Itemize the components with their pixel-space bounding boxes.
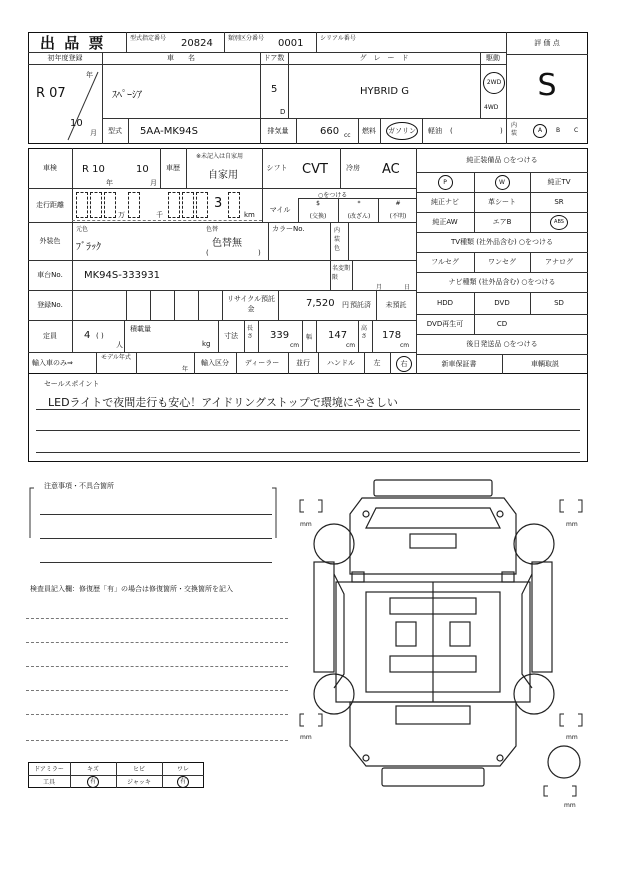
class-no-label: 類別区分番号 — [228, 35, 265, 42]
car-damage-diagram — [296, 474, 596, 804]
rating-score: S — [537, 67, 557, 103]
navi-sd: SD — [554, 299, 564, 307]
doors-value: 5 — [271, 84, 278, 95]
mileage-box-4 — [128, 192, 140, 218]
repaint-paren-open: ( — [206, 249, 209, 257]
class-no: 0001 — [278, 38, 304, 49]
equip-leather: 革シート — [488, 198, 516, 206]
model-value: 5AA-MK94S — [140, 125, 198, 137]
equip-ps-circled: P — [438, 175, 453, 190]
mileage-box-8 — [228, 192, 240, 218]
fuel-gasoline-circled: ガソリン — [386, 122, 418, 140]
navi-type-title: ナビ種類 (社外品含む) ○をつける — [448, 278, 556, 286]
history-note: ※未記入は自家用 — [196, 153, 244, 160]
interior-b: B — [556, 127, 561, 134]
name-change-label: 名変期限 — [332, 265, 351, 281]
handle-left: 左 — [373, 359, 381, 367]
equip-abs-circled: ABS — [550, 215, 568, 230]
fuel-diesel: 軽油 — [428, 127, 442, 135]
height-value: 178 — [382, 330, 402, 341]
import-label: 輸入車のみ⇒ — [32, 359, 73, 367]
exchange-label: (交換) — [309, 213, 327, 220]
mileage-box-3 — [104, 192, 116, 218]
color-label: 外装色 — [39, 237, 61, 245]
reg-no-label: 登録No. — [37, 301, 63, 309]
load-label: 積載量 — [130, 325, 151, 333]
displacement-value: 660 — [320, 126, 340, 137]
mileage-km: km — [244, 211, 255, 219]
height-label: 高さ — [361, 325, 368, 340]
model-year-label: モデル年式 — [101, 354, 131, 361]
color-no-label: カラーNo. — [272, 225, 305, 233]
equip-aw: 純正AW — [432, 218, 458, 226]
mileage-label: 走行距離 — [36, 201, 64, 209]
equip-pw-circled: W — [495, 175, 510, 190]
inspection-year-suffix: 年 — [106, 179, 113, 187]
width-value: 147 — [328, 330, 348, 341]
tools-have-circled: 有 — [87, 776, 99, 788]
handle-label: ハンドル — [327, 359, 355, 367]
sales-point-label: セールスポイント — [44, 380, 100, 388]
equip-navi: 純正ナビ — [431, 198, 459, 206]
chassis-label: 車台No. — [37, 271, 63, 279]
equip-title: 純正装備品 ○をつける — [466, 156, 538, 164]
import-class-label: 輸入区分 — [201, 359, 229, 367]
mileage-box-6 — [182, 192, 194, 218]
inspection-era: R 10 — [82, 164, 105, 175]
door-type: D — [280, 108, 286, 116]
car-name-label: 車 名 — [167, 54, 195, 62]
drive-2wd-circled: 2WD — [483, 72, 505, 94]
mileage-box-5 — [168, 192, 180, 218]
capacity-unit: 人 — [116, 341, 123, 349]
car-name: ｽﾍﾟｰｼｱ — [112, 90, 142, 101]
drive-4wd: 4WD — [484, 104, 499, 111]
mm-rear-left: mm — [300, 734, 312, 741]
interior-c: C — [574, 127, 579, 134]
inspection-month-suffix: 月 — [150, 179, 157, 187]
capacity-paren: ( ) — [96, 332, 104, 340]
name-change-day: 日 — [404, 284, 411, 291]
inspector-title: 検査員記入欄：修復歴「有」の場合は修復箇所・交換箇所を記入 — [30, 585, 233, 593]
later-warranty: 新車保証書 — [441, 360, 477, 368]
ac-value: AC — [382, 162, 400, 177]
tv-oneseg: ワンセグ — [488, 258, 516, 266]
first-reg-year-suffix: 年 — [86, 71, 93, 79]
displacement-unit: cc — [344, 132, 351, 139]
notes-bracket — [28, 486, 288, 556]
tools-label: 工具 — [42, 779, 55, 786]
meter-note: ○をつける — [318, 192, 348, 199]
later-manual: 車輌取説 — [531, 360, 559, 368]
mm-front-right: mm — [566, 521, 578, 528]
mirror-crack: ヒビ — [132, 766, 145, 773]
sales-point-box — [28, 374, 588, 462]
notes-title: 注意事項・不具合箇所 — [44, 482, 114, 490]
mm-front-left: mm — [300, 521, 312, 528]
dims-label: 寸法 — [224, 332, 238, 340]
first-reg-month-suffix: 月 — [90, 129, 97, 137]
page-title: 出 品 票 — [40, 34, 106, 52]
mileage-digit: 3 — [214, 196, 223, 211]
displacement-label: 排気量 — [267, 127, 289, 135]
mm-spare: mm — [564, 802, 576, 809]
serial-label: シリアル番号 — [320, 35, 356, 42]
tampered-label: (改ざん) — [347, 213, 371, 220]
first-reg-month: 10 — [70, 118, 83, 129]
recycle-label: リサイクル預託金 — [226, 295, 276, 313]
mirror-scratch: キズ — [87, 766, 99, 773]
inspection-month: 10 — [136, 164, 149, 175]
capacity-label: 定員 — [43, 332, 57, 340]
equip-airbag: エアB — [492, 218, 512, 226]
navi-dvd-play: DVD再生可 — [426, 320, 464, 328]
tv-type-title: TV種類 (社外品含む) ○をつける — [450, 238, 554, 246]
unknown-mark: # — [395, 200, 401, 207]
navi-hdd: HDD — [436, 299, 454, 307]
length-label: 長さ — [247, 325, 254, 340]
mileage-sen: 千 — [156, 211, 163, 219]
recycle-deposited: 預託済 — [350, 301, 371, 309]
model-label: 型式 — [108, 127, 122, 135]
model-year-suffix: 年 — [182, 366, 189, 373]
repaint-value: 色替無 — [212, 238, 242, 249]
jack-label: ジャッキ — [127, 779, 151, 786]
length-value: 339 — [270, 330, 290, 341]
repaint-label: 色替 — [206, 226, 219, 233]
navi-dvd: DVD — [494, 299, 510, 307]
orig-color-value: ﾌﾞﾗｯｸ — [76, 242, 101, 253]
history-label: 車歴 — [166, 164, 180, 172]
exchange-mark: $ — [316, 200, 320, 207]
mile-option: マイル — [269, 206, 291, 214]
capacity-value: 4 — [84, 330, 91, 341]
fuel-label: 燃料 — [362, 127, 376, 135]
mm-rear-right: mm — [566, 734, 578, 741]
length-unit: cm — [290, 342, 300, 349]
type-no: 20824 — [181, 38, 213, 49]
tv-fullseg: フルセグ — [431, 258, 459, 266]
sales-point-text: LEDライトで夜間走行も安心！アイドリングストップで環境にやさしい — [48, 396, 398, 409]
rating-label: 評 価 点 — [534, 39, 560, 47]
fuel-paren-close: ) — [500, 127, 503, 135]
repaint-paren-close: ) — [258, 249, 261, 257]
grade-value: HYBRID G — [360, 86, 410, 97]
handle-right-circled: 右 — [396, 356, 412, 372]
import-parallel: 並行 — [296, 359, 310, 367]
chassis-value: MK94S-333931 — [84, 269, 161, 281]
history-value: 自家用 — [208, 170, 238, 181]
mileage-box-2 — [90, 192, 102, 218]
mileage-man: 万 — [118, 211, 125, 219]
tampered-mark: * — [357, 200, 361, 207]
interior-label: 内装 — [511, 122, 518, 137]
first-reg-era: R 07 — [36, 86, 66, 101]
import-dealer: ディーラー — [244, 359, 280, 367]
name-change-month: 月 — [376, 284, 383, 291]
recycle-unit: 円 — [342, 301, 349, 309]
navi-cd: CD — [496, 320, 508, 328]
recycle-value: 7,520 — [306, 298, 335, 309]
equip-sr: SR — [554, 198, 564, 206]
ac-label: 冷房 — [346, 164, 360, 172]
grade-label: グ レ ー ド — [359, 54, 409, 62]
fuel-paren-open: ( — [450, 127, 453, 135]
door-mirror-label: ドアミラー — [34, 766, 64, 773]
unknown-label: (不明) — [389, 213, 407, 220]
doors-label: ドア数 — [263, 54, 285, 62]
width-label: 幅 — [305, 333, 312, 341]
inspection-label: 車検 — [43, 164, 57, 172]
load-unit: kg — [202, 340, 211, 348]
drive-label: 駆動 — [486, 54, 500, 62]
tv-analog: アナログ — [545, 258, 573, 266]
mileage-box-1 — [76, 192, 88, 218]
equip-tv: 純正TV — [547, 178, 571, 186]
type-no-label: 型式指定番号 — [130, 35, 167, 42]
mileage-box-7 — [196, 192, 208, 218]
interior-a-circled: A — [533, 124, 547, 138]
height-unit: cm — [400, 342, 410, 349]
width-unit: cm — [346, 342, 356, 349]
orig-color-label: 元色 — [76, 226, 89, 233]
shift-value: CVT — [302, 162, 328, 177]
shift-label: シフト — [266, 164, 288, 172]
first-reg-label: 初年度登録 — [47, 54, 83, 62]
later-title: 後日発送品 ○をつける — [466, 340, 538, 348]
interior-color-label: 内装色 — [334, 227, 341, 252]
recycle-undeposited: 未預託 — [385, 301, 407, 309]
jack-have-circled: 有 — [177, 776, 189, 788]
mirror-break: ワレ — [176, 766, 189, 773]
